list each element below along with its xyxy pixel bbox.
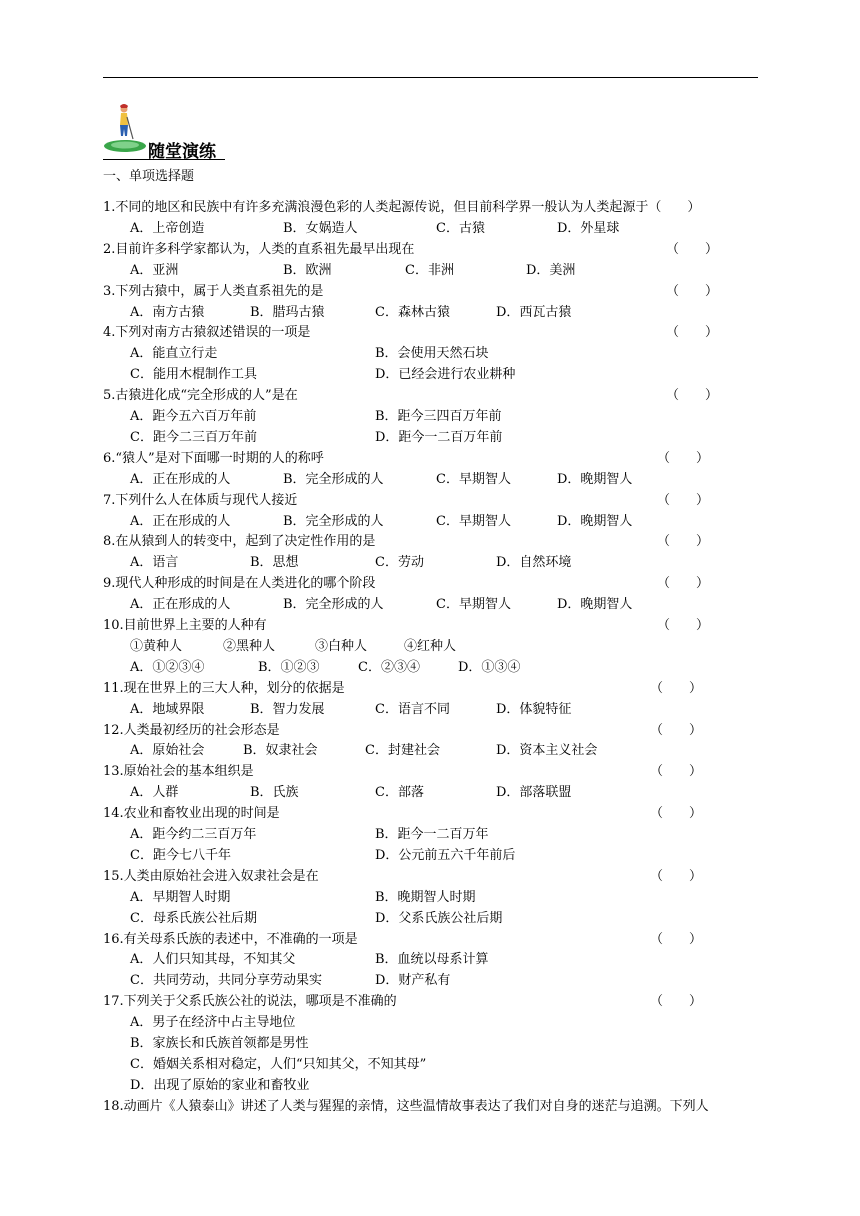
answer-blank: （ ）	[650, 931, 703, 947]
answer-blank: （ ）	[657, 576, 710, 592]
question-stem: 11.现在世界上的三大人种，划分的依据是	[103, 680, 345, 696]
answer-option: D．财产私有	[375, 973, 451, 989]
answer-option: B．智力发展	[250, 701, 325, 717]
answer-option: B．完全形成的人	[283, 513, 384, 529]
answer-option: B．完全形成的人	[283, 471, 384, 487]
answer-option: B．会使用天然石块	[375, 346, 489, 362]
answer-option: C．古猿	[436, 220, 485, 236]
answer-option: A．亚洲	[130, 262, 179, 278]
question-stem: 9.现代人种形成的时间是在人类进化的哪个阶段	[103, 576, 376, 592]
answer-option: A．语言	[130, 555, 179, 571]
answer-option: B．完全形成的人	[283, 597, 384, 613]
answer-option: D．自然环境	[496, 555, 572, 571]
race-item: ④红种人	[404, 638, 457, 654]
answer-option: D．距今一二百万年前	[375, 429, 503, 445]
answer-option: C．共同劳动，共同分享劳动果实	[130, 973, 322, 989]
answer-option: C．婚姻关系相对稳定，人们“只知其父，不知其母”	[130, 1056, 427, 1072]
answer-option: C．早期智人	[436, 597, 511, 613]
heading-underline	[103, 159, 225, 160]
answer-option: C．距今七八千年	[130, 847, 231, 863]
answer-option: A．正在形成的人	[130, 471, 231, 487]
answer-option: A．正在形成的人	[130, 513, 231, 529]
answer-blank: （ ）	[657, 534, 710, 550]
answer-option: D．体貌特征	[496, 701, 572, 717]
answer-option: C．部落	[375, 785, 424, 801]
answer-option: D．父系氏族公社后期	[375, 910, 503, 926]
answer-option: A．正在形成的人	[130, 597, 231, 613]
answer-option: B．氏族	[250, 785, 299, 801]
race-item: ①黄种人	[130, 638, 183, 654]
answer-option: C．语言不同	[375, 701, 450, 717]
section-heading	[103, 103, 243, 162]
answer-option: B．距今三四百万年前	[375, 409, 502, 424]
answer-option: B．晚期智人时期	[375, 889, 476, 905]
answer-blank: （ ）	[666, 388, 719, 404]
question-stem: 17.下列关于父系氏族公社的说法，哪项是不准确的	[103, 994, 397, 1010]
question-stem: 3.下列古猿中，属于人类直系祖先的是	[103, 283, 324, 299]
question-stem: 13.原始社会的基本组织是	[103, 764, 254, 780]
answer-option: D．①③④	[458, 659, 521, 675]
answer-option: A．上帝创造	[130, 220, 205, 236]
question-stem: 18.动画片《人猿泰山》讲述了人类与猩猩的亲情，这些温情故事表达了我们对自身的迷茫与追溯。下列人	[103, 1098, 709, 1114]
question-stem: 14.农业和畜牧业出现的时间是	[103, 806, 280, 822]
answer-option: C．能用木棍制作工具	[130, 367, 257, 383]
answer-blank: （ ）	[650, 680, 703, 696]
section-title: 一、单项选择题	[103, 169, 195, 184]
answer-blank: （ ）	[650, 806, 703, 822]
answer-option: B．女娲造人	[283, 220, 358, 236]
race-item: ②黑种人	[223, 638, 276, 654]
answer-option: A．人群	[130, 785, 179, 801]
answer-option: D．出现了原始的家业和畜牧业	[130, 1077, 310, 1093]
answer-option: D．美洲	[526, 262, 576, 278]
answer-option: C．封建社会	[365, 743, 440, 759]
golfer-icon	[103, 103, 147, 153]
answer-option: B．奴隶社会	[243, 743, 318, 759]
question-stem: 7.下列什么人在体质与现代人接近	[103, 492, 298, 508]
answer-option: B．家族长和氏族首领都是男性	[130, 1036, 309, 1051]
answer-option: D．晚期智人	[557, 597, 633, 613]
question-stem: 8.在从猿到人的转变中，起到了决定性作用的是	[103, 534, 376, 550]
answer-option: C．距今二三百万年前	[130, 429, 257, 445]
question-stem: 4.下列对南方古猿叙述错误的一项是	[103, 325, 311, 341]
answer-option: A．地域界限	[130, 701, 205, 717]
header-rule	[103, 77, 758, 78]
answer-option: A．能直立行走	[130, 346, 218, 362]
answer-option: A．距今五六百万年前	[130, 409, 257, 424]
answer-blank: （ ）	[666, 325, 719, 341]
question-stem: 2.目前许多科学家都认为，人类的直系祖先最早出现在	[103, 241, 415, 257]
answer-blank: （ ）	[650, 764, 703, 780]
answer-option: A．原始社会	[130, 743, 205, 759]
answer-option: D．已经会进行农业耕种	[375, 367, 516, 383]
answer-option: B．①②③	[258, 659, 320, 675]
question-stem: 1.不同的地区和民族中有许多充满浪漫色彩的人类起源传说，但目前科学界一般认为人类起源于（ ）	[103, 200, 701, 215]
question-stem: 5.古猿进化成“完全形成的人”是在	[103, 388, 298, 404]
answer-option: B．思想	[250, 555, 299, 571]
heading-title: 随堂演练	[148, 142, 216, 162]
answer-option: C．非洲	[405, 262, 454, 278]
answer-option: B．距今一二百万年	[375, 827, 489, 842]
answer-blank: （ ）	[650, 868, 703, 884]
answer-option: D．晚期智人	[557, 513, 633, 529]
answer-option: C．母系氏族公社后期	[130, 910, 257, 926]
answer-option: A．①②③④	[130, 659, 205, 675]
question-stem: 15.人类由原始社会进入奴隶社会是在	[103, 868, 319, 884]
answer-option: C．劳动	[375, 555, 424, 571]
answer-option: B．腊玛古猿	[250, 304, 325, 320]
race-item: ③白种人	[315, 638, 368, 654]
answer-option: B．欧洲	[283, 262, 332, 278]
answer-blank: （ ）	[666, 241, 719, 257]
answer-option: D．西瓦古猿	[496, 304, 572, 320]
answer-blank: （ ）	[650, 722, 703, 738]
answer-option: A．人们只知其母，不知其父	[130, 952, 296, 968]
answer-blank: （ ）	[657, 492, 710, 508]
answer-blank: （ ）	[657, 450, 710, 466]
question-stem: 16.有关母系氏族的表述中，不准确的一项是	[103, 931, 358, 947]
answer-option: B．血统以母系计算	[375, 952, 489, 968]
answer-blank: （ ）	[657, 618, 710, 633]
question-stem: 6.“猿人”是对下面哪一时期的人的称呼	[103, 450, 324, 466]
answer-blank: （ ）	[666, 283, 719, 299]
answer-option: D．晚期智人	[557, 471, 633, 487]
answer-option: A．早期智人时期	[130, 889, 231, 905]
answer-option: C．早期智人	[436, 513, 511, 529]
answer-option: D．公元前五六千年前后	[375, 847, 516, 863]
answer-blank: （ ）	[650, 994, 703, 1010]
answer-option: A．南方古猿	[130, 304, 205, 320]
answer-option: D．外星球	[557, 220, 620, 236]
answer-option: A．距今约二三百万年	[130, 827, 257, 842]
answer-option: C．森林古猿	[375, 304, 450, 320]
answer-option: D．资本主义社会	[496, 743, 598, 759]
answer-option: D．部落联盟	[496, 785, 572, 801]
answer-option: C．②③④	[358, 659, 420, 675]
question-stem: 10.目前世界上主要的人种有	[103, 618, 267, 633]
question-stem: 12.人类最初经历的社会形态是	[103, 722, 280, 738]
answer-option: A．男子在经济中占主导地位	[130, 1015, 296, 1031]
answer-option: C．早期智人	[436, 471, 511, 487]
